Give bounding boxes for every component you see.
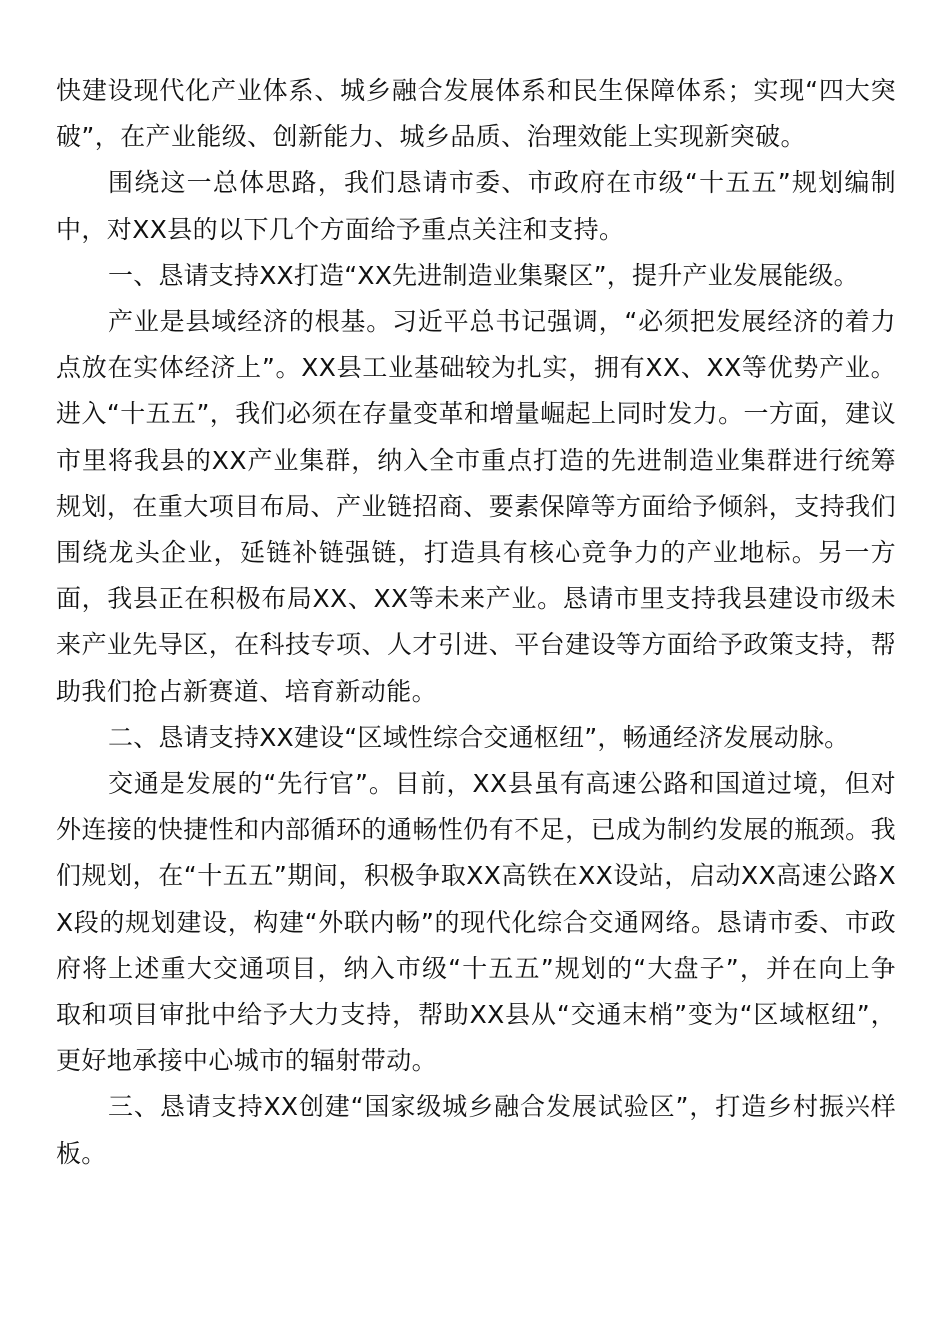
paragraph-industry: 产业是县域经济的根基。习近平总书记强调，“必须把发展经济的着力点放在实体经济上”。XX县工业基础较为扎实，拥有XX、XX等优势产业。进入“十五五”，我们必须在存量变革和增量崛起上同时发力。一方面，建议市里将我县的XX产业集群，纳入全市重点打造的先进制造业集群进行统筹规划，在重大项目布局、产业链招商、要素保障等方面给予倾斜，支持我们围绕龙头企业，延链补链强链，打造具有核心竞争力的产业地标。另一方面，我县正在积极布局XX、XX等未来产业。恳请市里支持我县建设市级未来产业先导区，在科技专项、人才引进、平台建设等方面给予政策支持，帮助我们抢占新赛道、培育新动能。 [56,307,896,706]
paragraph-overview: 围绕这一总体思路，我们恳请市委、市政府在市级“十五五”规划编制中，对XX县的以下几个方面给予重点关注和支持。 [56,168,896,244]
document-page [56,68,896,1177]
paragraph-continuation: 快建设现代化产业体系、城乡融合发展体系和民生保障体系；实现“四大突破”，在产业能级、创新能力、城乡品质、治理效能上实现新突破。 [56,76,896,152]
section-heading-1: 一、恳请支持XX打造“XX先进制造业集聚区”，提升产业发展能级。 [108,260,859,290]
section-heading-2: 二、恳请支持XX建设“区域性综合交通枢纽”，畅通经济发展动脉。 [108,722,850,752]
section-heading-3: 三、恳请支持XX创建“国家级城乡融合发展试验区”，打造乡村振兴样板。 [56,1092,896,1168]
paragraph-transport: 交通是发展的“先行官”。目前，XX县虽有高速公路和国道过境，但对外连接的快捷性和内部循环的通畅性仍有不足，已成为制约发展的瓶颈。我们规划，在“十五五”期间，积极争取XX高铁在XX设站，启动XX高速公路XX段的规划建设，构建“外联内畅”的现代化综合交通网络。恳请市委、市政府将上述重大交通项目，纳入市级“十五五”规划的“大盘子”，并在向上争取和项目审批中给予大力支持，帮助XX县从“交通末梢”变为“区域枢纽”，更好地承接中心城市的辐射带动。 [56,769,896,1076]
